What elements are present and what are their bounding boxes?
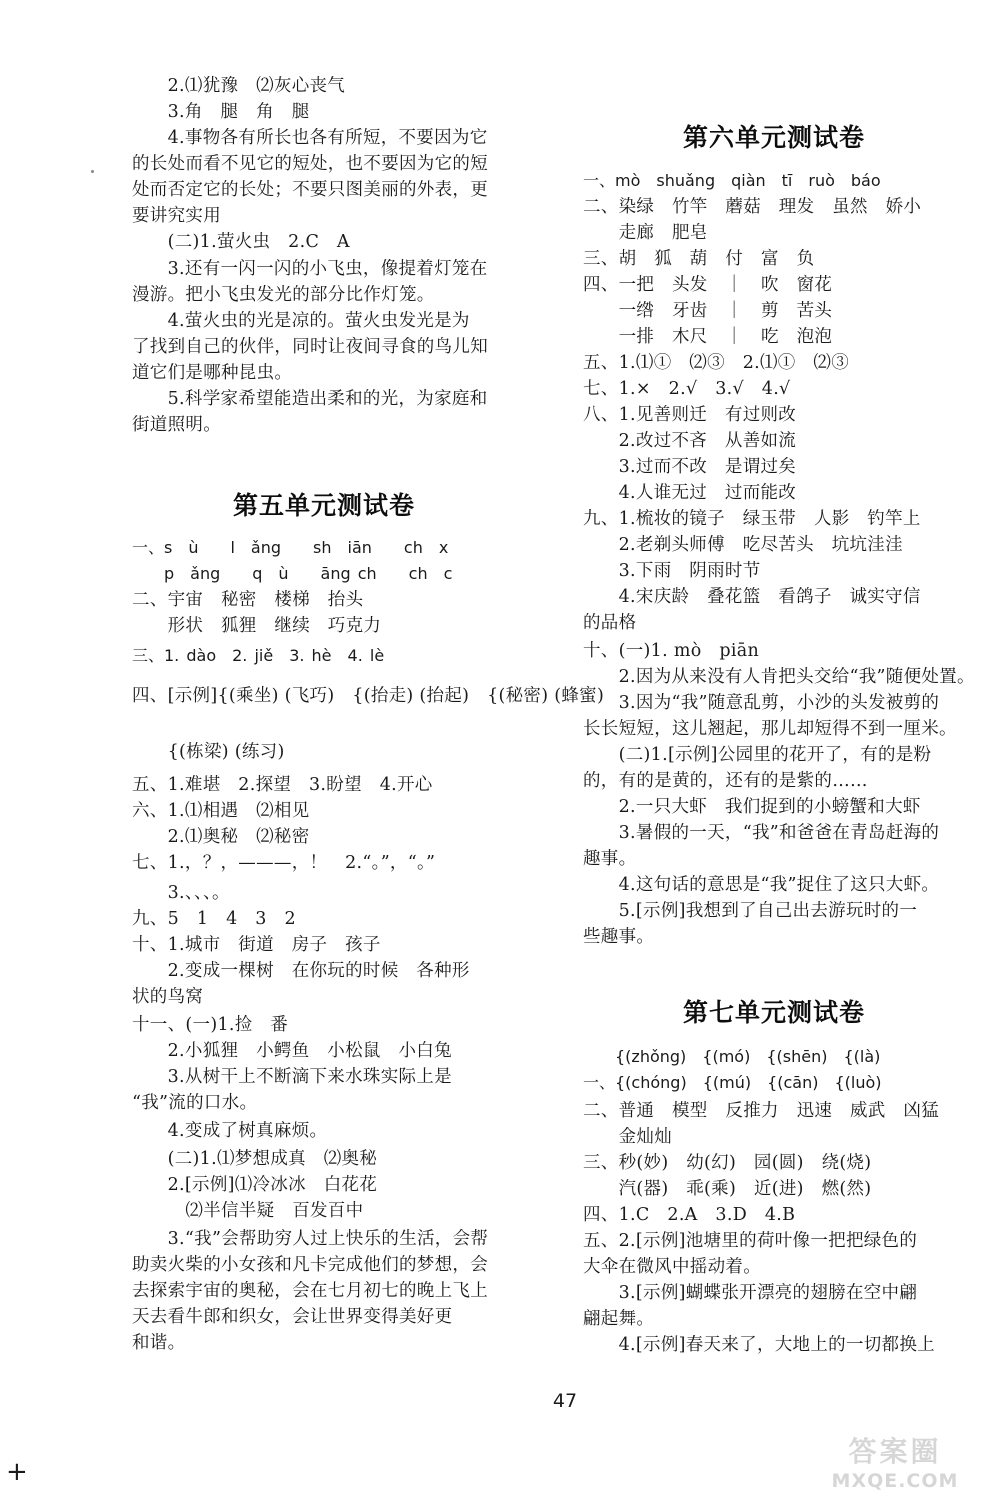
left-answer-line: 了找到自己的伙伴，同时让夜间寻食的鸟儿知 [132,337,488,357]
unit7-heading: 第七单元测试卷 [682,998,865,1027]
right-answer-line: 2.老剃头师傅 吃尽苦头 坑坑洼洼 [583,535,903,555]
left-answer-line: 2.⑴奥秘 ⑵秘密 [132,827,310,847]
scan-dot [91,170,94,173]
left-answer-line: 十一、(一)1.捡 番 [132,1015,289,1035]
left-answer-line: 2.[示例]⑴冷冰冰 白花花 [132,1175,378,1195]
right-answer-line: 四、一把 头发 ｜ 吹 窗花 [583,275,833,295]
right-answer-line: 金灿灿 [583,1127,672,1147]
right-answer-line: 九、1.梳妆的镜子 绿玉带 人影 钓竿上 [583,509,921,529]
left-answer-line: (二)1.萤火虫 2.C A [132,232,350,252]
left-answer-line: 3.还有一闪一闪的小飞虫，像提着灯笼在 [132,259,488,279]
right-answer-line: 四、1.C 2.A 3.D 4.B [583,1205,796,1225]
right-answer-line: (二)1.[示例]公园里的花开了，有的是粉 [583,745,932,765]
left-answer-line: 3.从树干上不断滴下来水珠实际上是 [132,1067,452,1087]
left-answer-line: 漫游。把小飞虫发光的部分比作灯笼。 [132,285,435,305]
left-answer-line: 天去看牛郎和织女，会让世界变得美好更 [132,1307,453,1327]
left-answer-line: 3.角 腿 角 腿 [132,102,310,122]
right-answer-line: 长长短短，这儿翘起，那儿却短得不到一厘米。 [583,719,957,739]
right-answer-line: 2.改过不吝 从善如流 [583,431,797,451]
left-answer-line: 4.萤火虫的光是凉的。萤火虫发光是为 [132,311,470,331]
left-answer-line: 4.事物各有所长也各有所短，不要因为它 [132,128,488,148]
left-answer-line: 状的鸟窝 [132,987,204,1007]
right-answer-line: 走廊 肥皂 [583,223,708,243]
left-answer-line: 的长处而看不见它的短处，也不要因为它的短 [132,154,488,174]
left-answer-line: 助卖火柴的小女孩和凡卡完成他们的梦想，会 [132,1255,488,1275]
left-answer-line: 四、[示例]{(乘坐) (飞巧) {(抬走) (抬起) {(秘密) (蜂蜜) [132,686,605,706]
left-answer-line: 2.小狐狸 小鳄鱼 小松鼠 小白兔 [132,1041,452,1061]
right-answer-line: 五、2.[示例]池塘里的荷叶像一把把绿色的 [583,1231,918,1251]
left-answer-line: 七、1.，？，———，！ 2.“。”，“。” [132,853,436,873]
left-answer-line: 要讲究实用 [132,206,221,226]
left-answer-line: {(栋梁) (练习) [132,742,285,762]
right-answer-line: 二、染绿 竹竿 蘑菇 理发 虽然 娇小 [583,197,922,217]
left-answer-line: 3.“我”会帮助穷人过上快乐的生活，会帮 [132,1229,489,1249]
left-answer-line: 二、宇宙 秘密 楼梯 抬头 [132,590,364,610]
left-answer-line: “我”流的口水。 [132,1093,258,1113]
right-answer-line: 大伞在微风中摇动着。 [583,1257,761,1277]
left-answer-line: ⑵半信半疑 百发百中 [132,1201,364,1221]
left-answer-line: p ǎng q ù āng ch ch c [132,564,453,583]
left-answer-line: 形状 狐狸 继续 巧克力 [132,616,382,636]
left-answer-line: 一、s ù l ǎng sh iān ch x [132,538,449,557]
right-answer-line: 五、1.⑴① ⑵③ 2.⑴① ⑵③ [583,353,849,373]
right-answer-line: 4.人谁无过 过而能改 [583,483,797,503]
right-answer-line: 一、mò shuǎng qiàn tī ruò báo [583,171,881,190]
left-answer-line: 道它们是哪种昆虫。 [132,363,293,383]
left-answer-line: 处而否定它的长处；不要只图美丽的外表，更 [132,180,488,200]
right-answer-line: 汽(器) 乖(乘) 近(进) 燃(然) [583,1179,872,1199]
right-answer-line: 4.[示例]春天来了，大地上的一切都换上 [583,1335,935,1355]
watermark [800,1430,990,1492]
right-answer-line: 5.[示例]我想到了自己出去游玩时的一 [583,901,918,921]
left-answer-line: 2.⑴犹豫 ⑵灰心丧气 [132,76,346,96]
right-answer-line: 一排 木尺 ｜ 吃 泡泡 [583,327,833,347]
right-answer-line: 趣事。 [583,849,637,869]
right-answer-line: 3.暑假的一天，“我”和爸爸在青岛赶海的 [583,823,940,843]
right-answer-line: 一绺 牙齿 ｜ 剪 苦头 [583,301,833,321]
left-answer-line: 5.科学家希望能造出柔和的光，为家庭和 [132,389,488,409]
left-answer-line: 六、1.⑴相遇 ⑵相见 [132,801,310,821]
right-answer-line: 3.因为“我”随意乱剪，小沙的头发被剪的 [583,693,940,713]
left-answer-line: (二)1.⑴梦想成真 ⑵奥秘 [132,1149,378,1169]
right-answer-line: 2.一只大虾 我们捉到的小螃蟹和大虾 [583,797,921,817]
left-answer-line: 4.变成了树真麻烦。 [132,1121,328,1141]
right-answer-line: {(zhǒng) {(mó) {(shēn) {(là) [583,1047,881,1066]
right-answer-line: 翩起舞。 [583,1309,655,1329]
right-answer-line: 三、胡 狐 葫 付 富 负 [583,249,815,269]
left-answer-line: 2.变成一棵树 在你玩的时候 各种形 [132,961,470,981]
crop-mark-icon: + [6,1457,28,1487]
left-answer-line: 3.、、、。 [132,883,230,903]
watermark-url: MXQE.COM [831,1470,959,1492]
left-answer-line: 十、1.城市 街道 房子 孩子 [132,935,381,955]
right-answer-line: 的品格 [583,613,637,633]
right-answer-line: 八、1.见善则迁 有过则改 [583,405,797,425]
watermark-logo-text: 答案圈 [848,1435,942,1468]
left-answer-line: 街道照明。 [132,415,221,435]
right-answer-line: 3.下雨 阴雨时节 [583,561,761,581]
page-number: 47 [552,1390,578,1412]
right-answer-line: 三、秒(妙) 幼(幻) 园(圆) 绕(烧) [583,1153,872,1173]
right-answer-line: 4.宋庆龄 叠花篮 看鸽子 诚实守信 [583,587,921,607]
left-answer-line: 去探索宇宙的奥秘，会在七月初七的晚上飞上 [132,1281,488,1301]
left-answer-line: 九、5 1 4 3 2 [132,909,296,929]
right-answer-line: 的，有的是黄的，还有的是紫的…… [583,771,868,791]
right-answer-line: 七、1.× 2.√ 3.√ 4.√ [583,379,791,399]
unit5-heading: 第五单元测试卷 [232,491,415,520]
right-answer-line: 3.过而不改 是谓过矣 [583,457,797,477]
right-answer-line: 一、{(chóng) {(mú) {(cān) {(luò) [583,1073,882,1092]
left-answer-line: 三、1. dào 2. jiě 3. hè 4. lè [132,646,385,665]
right-answer-line: 2.因为从来没有人肯把头交给“我”随便处置。 [583,667,975,687]
right-answer-line: 3.[示例]蝴蝶张开漂亮的翅膀在空中翩 [583,1283,918,1303]
right-answer-line: 二、普通 模型 反推力 迅速 威武 凶猛 [583,1101,939,1121]
left-answer-line: 五、1.难堪 2.探望 3.盼望 4.开心 [132,775,433,795]
unit6-heading: 第六单元测试卷 [682,123,865,152]
left-answer-line: 和谐。 [132,1333,186,1353]
right-answer-line: 4.这句话的意思是“我”捉住了这只大虾。 [583,875,940,895]
right-answer-line: 十、(一)1. mò piān [583,641,760,661]
right-answer-line: 些趣事。 [583,927,655,947]
